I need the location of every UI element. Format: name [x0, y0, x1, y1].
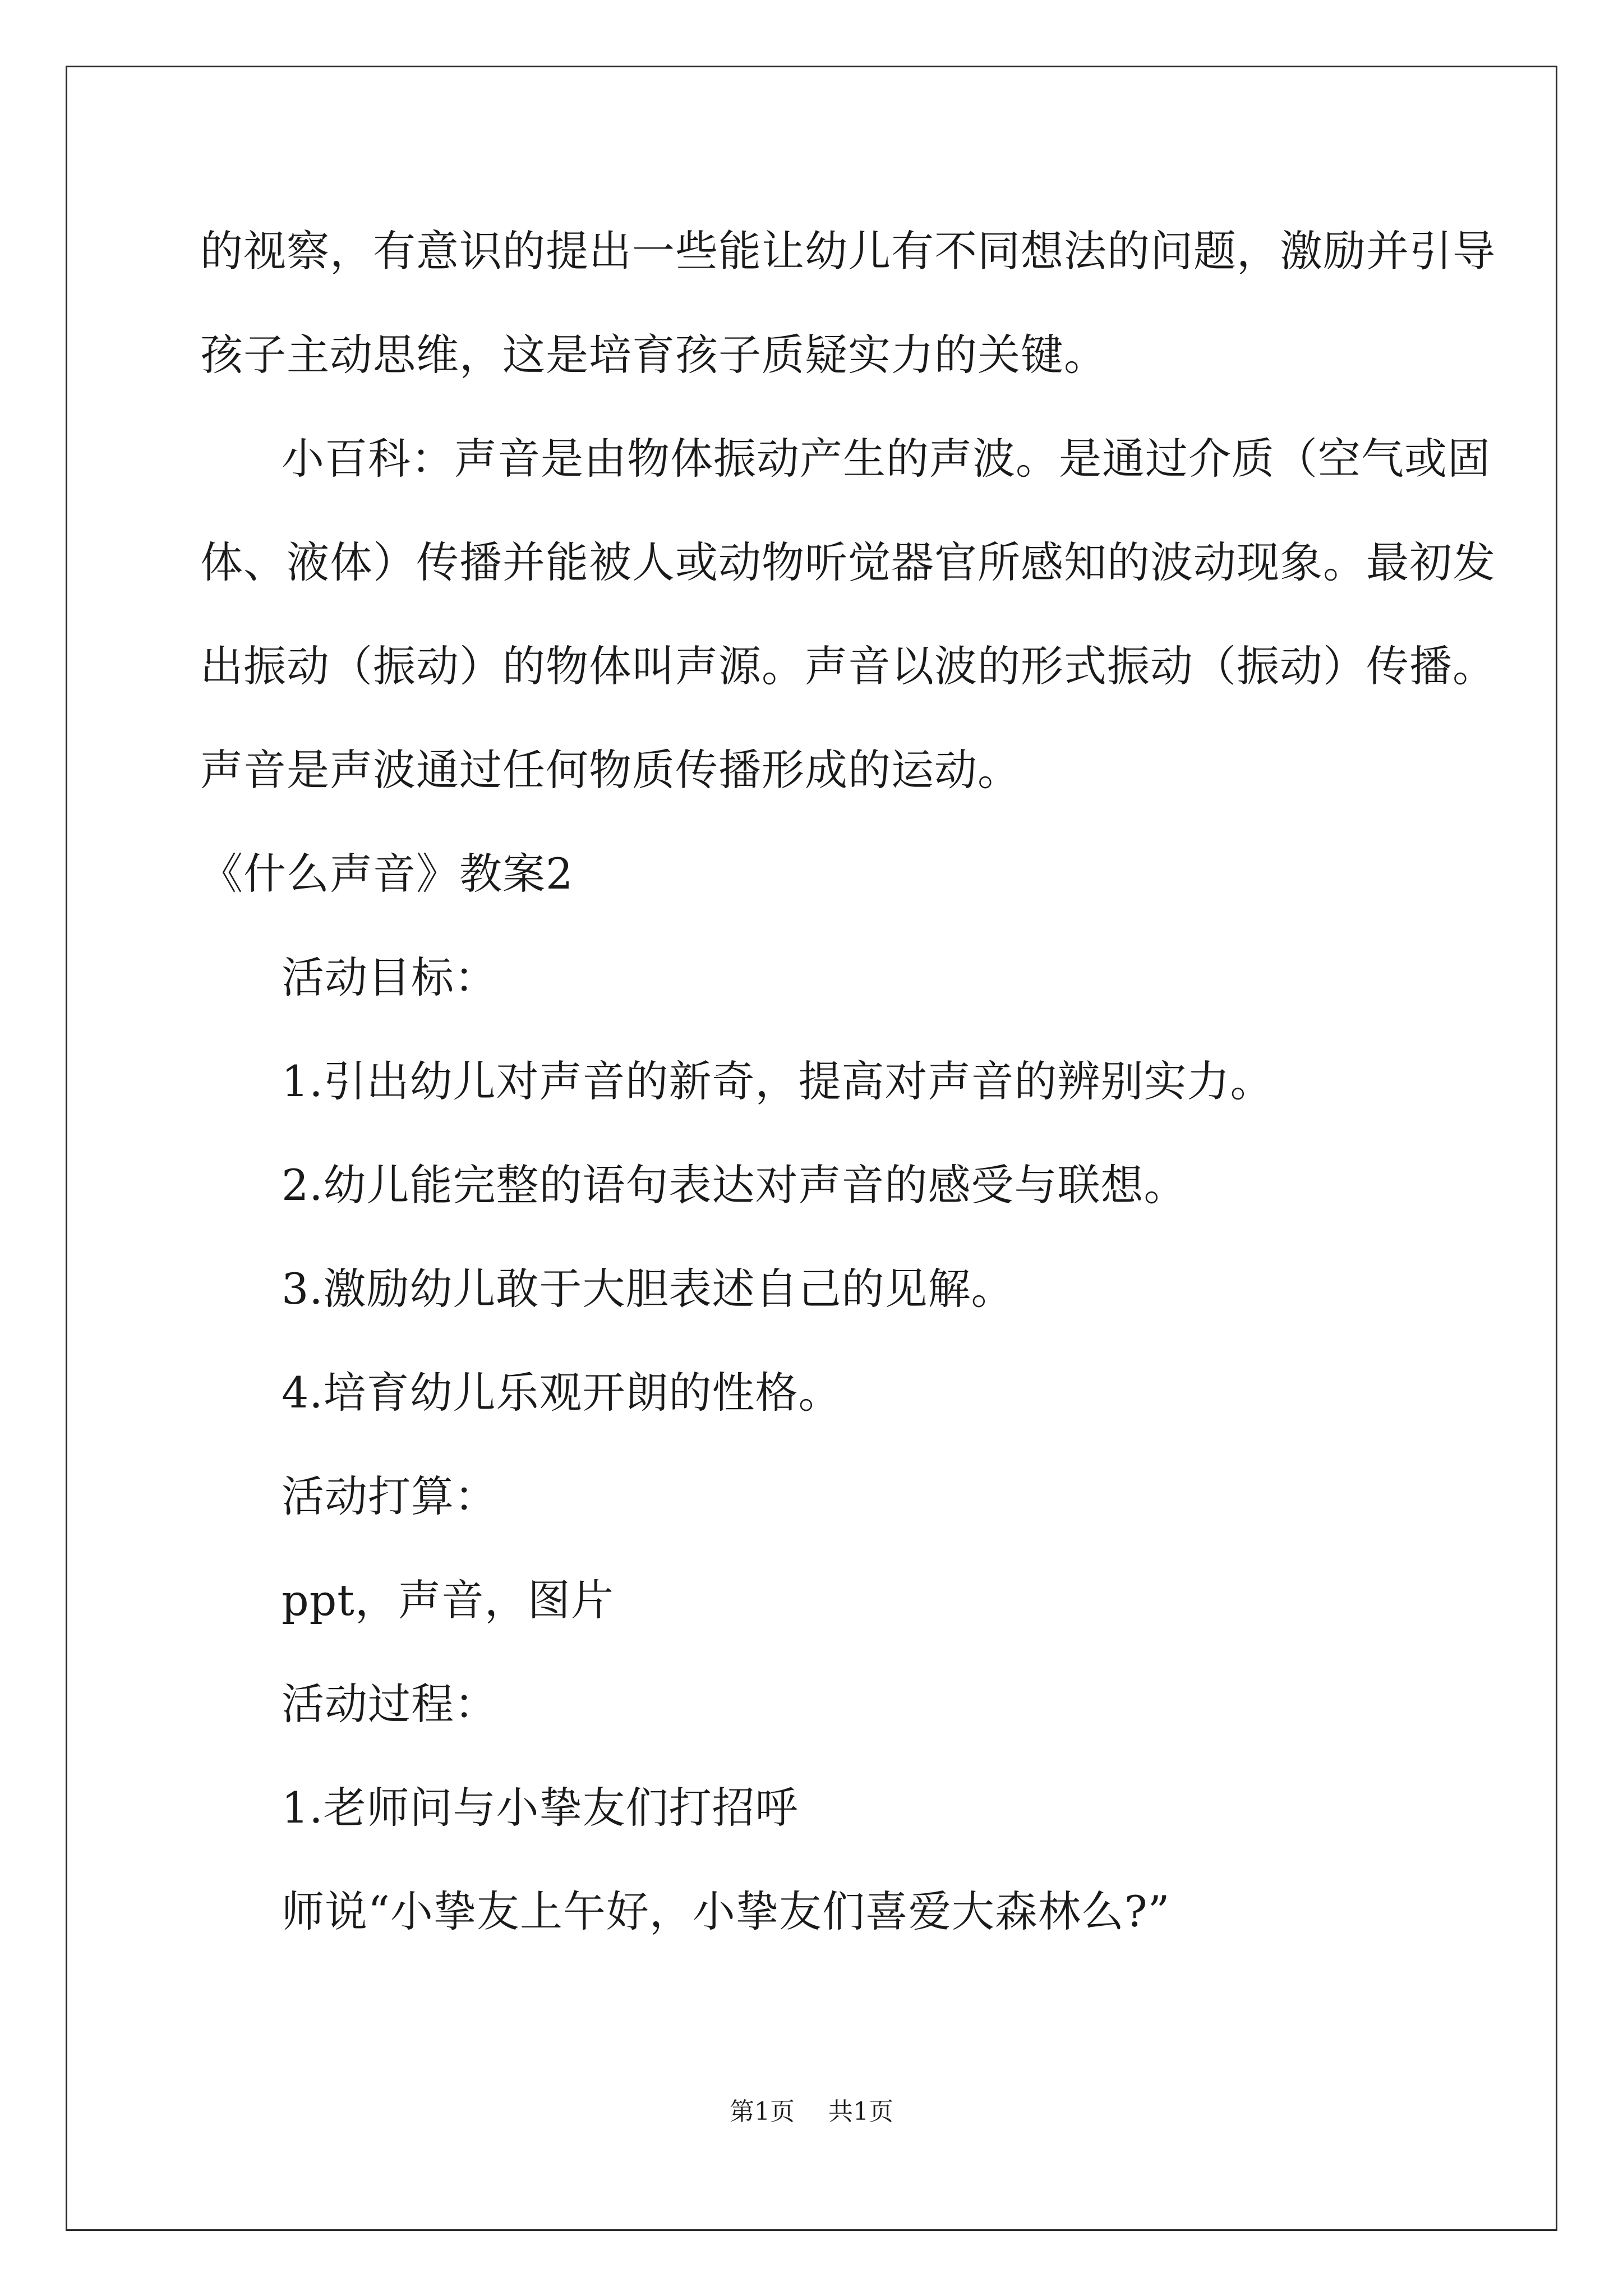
paragraph-line: 的视察，有意识的提出一些能让幼儿有不同想法的问题，激励并引导 [200, 226, 1496, 276]
page-number: 第1页 [730, 2097, 795, 2126]
paragraph-line: 小百科：声音是由物体振动产生的声波。是通过介质（空气或固 [282, 434, 1491, 484]
paragraph-line: 声音是声波通过任何物质传播形成的运动。 [200, 745, 1021, 795]
list-item: 3.激励幼儿敢于大胆表述自己的见解。 [282, 1264, 1015, 1314]
paragraph-line: 师说“小挚友上午好，小挚友们喜爱大森林么?” [282, 1887, 1170, 1936]
section-title: 《什么声音》教案2 [200, 849, 574, 899]
list-item: 1.引出幼儿对声音的新奇，提高对声音的辨别实力。 [282, 1056, 1274, 1106]
list-item: 4.培育幼儿乐观开朗的性格。 [282, 1368, 842, 1418]
page-footer [0, 2095, 1623, 2129]
document-body [200, 0, 1496, 2188]
paragraph-line: 体、液体）传播并能被人或动物听觉器官所感知的波动现象。最初发 [200, 537, 1496, 587]
heading-activity-prep: 活动打算： [282, 1471, 497, 1521]
paragraph-line: 孩子主动思维，这是培育孩子质疑实力的关键。 [200, 330, 1107, 380]
page-total: 共1页 [828, 2097, 893, 2126]
paragraph-line: ppt，声音，图片 [282, 1575, 614, 1625]
list-item: 1.老师问与小挚友们打招呼 [282, 1783, 799, 1833]
list-item: 2.幼儿能完整的语句表达对声音的感受与联想。 [282, 1160, 1187, 1210]
heading-activity-process: 活动过程： [282, 1679, 497, 1729]
heading-activity-goals: 活动目标： [282, 953, 497, 1002]
paragraph-line: 出振动（振动）的物体叫声源。声音以波的形式振动（振动）传播。 [200, 641, 1496, 691]
